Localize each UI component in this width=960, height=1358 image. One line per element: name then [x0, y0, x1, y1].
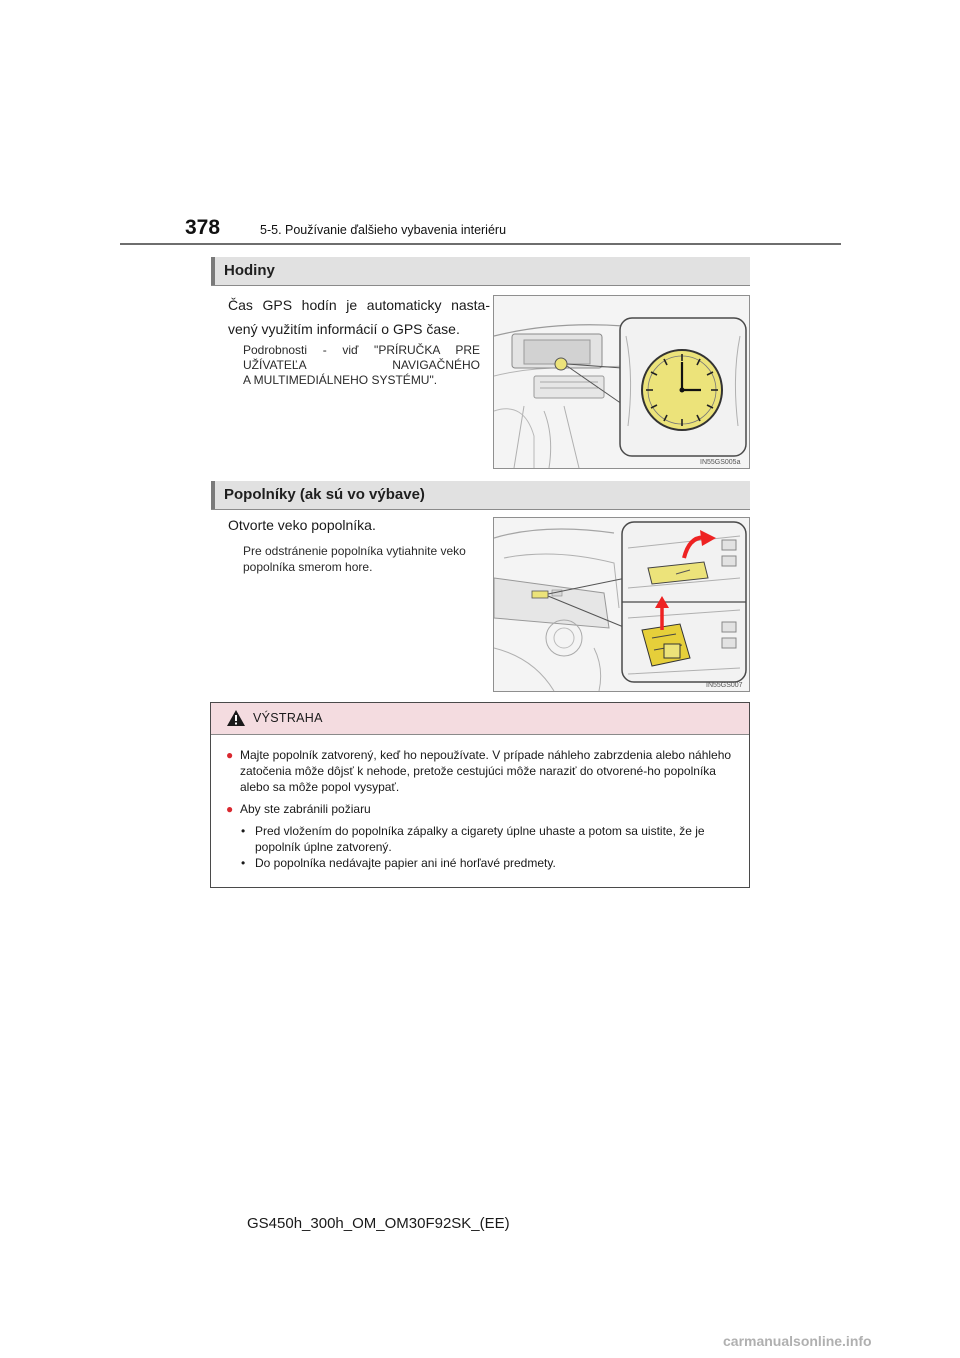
- chapter-title: 5-5. Používanie ďalšieho vybavenia interiéru: [260, 223, 507, 237]
- clock-illustration: [493, 295, 750, 469]
- warning-subitem-2-text: Do popolníka nedávajte papier ani iné horľavé predmety.: [255, 856, 556, 870]
- clock-note-line3: A MULTIMEDIÁLNEHO SYSTÉMU".: [243, 373, 438, 387]
- clock-note-line2: UŽÍVATEĽA NAVIGAČNÉHO: [243, 358, 480, 372]
- watermark-link[interactable]: carmanualsonline.info: [723, 1333, 872, 1349]
- warning-triangle-icon: [227, 710, 245, 726]
- clock-illustration-code: IN55GS005a: [700, 459, 741, 466]
- warning-title: VÝSTRAHA: [253, 711, 323, 725]
- section-heading-ashtray: [211, 481, 750, 510]
- section-title-ashtray: Popolníky (ak sú vo výbave): [224, 486, 425, 503]
- section-heading-clock: [211, 257, 750, 286]
- warning-box: [210, 702, 750, 888]
- warning-item-2-text: Aby ste zabránili požiaru: [240, 802, 371, 816]
- header-divider: [120, 243, 841, 245]
- warning-subitem-1: [241, 823, 744, 855]
- warning-subitem-1-text: Pred vložením do popolníka zápalky a cigarety úplne uhaste a potom sa uistite, že je popolník úplne zatvorený.: [255, 824, 705, 854]
- ashtray-drawing: [494, 518, 749, 691]
- clock-dashboard-drawing: [494, 296, 749, 468]
- warning-subitem-2: [241, 855, 744, 871]
- warning-item-1: [226, 747, 744, 795]
- warning-item-2: [226, 801, 744, 817]
- bullet-dot-icon: •: [241, 856, 246, 870]
- bullet-dot-icon: •: [241, 824, 246, 838]
- bullet-circle-icon: ●: [226, 748, 234, 762]
- clock-body-line1: Čas GPS hodín je automaticky nasta-: [228, 297, 490, 313]
- ashtray-note-line1: Pre odstránenie popolníka vytiahnite veko: [243, 544, 466, 558]
- clock-note-line1: Podrobnosti - viď "PRÍRUČKA PRE: [243, 343, 480, 357]
- ashtray-illustration: [493, 517, 750, 692]
- ashtray-illustration-code: IN55GS007: [706, 682, 743, 689]
- warning-header: [211, 703, 749, 735]
- document-code: GS450h_300h_OM_OM30F92SK_(EE): [247, 1215, 510, 1232]
- ashtray-body: Otvorte veko popolníka.: [228, 517, 376, 533]
- warning-item-1-text: Majte popolník zatvorený, keď ho nepoužívate. V prípade náhleho zabrzdenia alebo náhleho zatočenia môže dôjsť k nehode, pretože cestujúci môže naraziť do otvorené-ho popolníka alebo sa môže popol vysypať.: [240, 748, 732, 794]
- page-number: 378: [185, 216, 221, 239]
- clock-body-line2: vený využitím informácií o GPS čase.: [228, 321, 460, 337]
- section-title-clock: Hodiny: [224, 262, 275, 279]
- bullet-circle-icon: ●: [226, 802, 234, 816]
- ashtray-note-line2: popolníka smerom hore.: [243, 560, 373, 574]
